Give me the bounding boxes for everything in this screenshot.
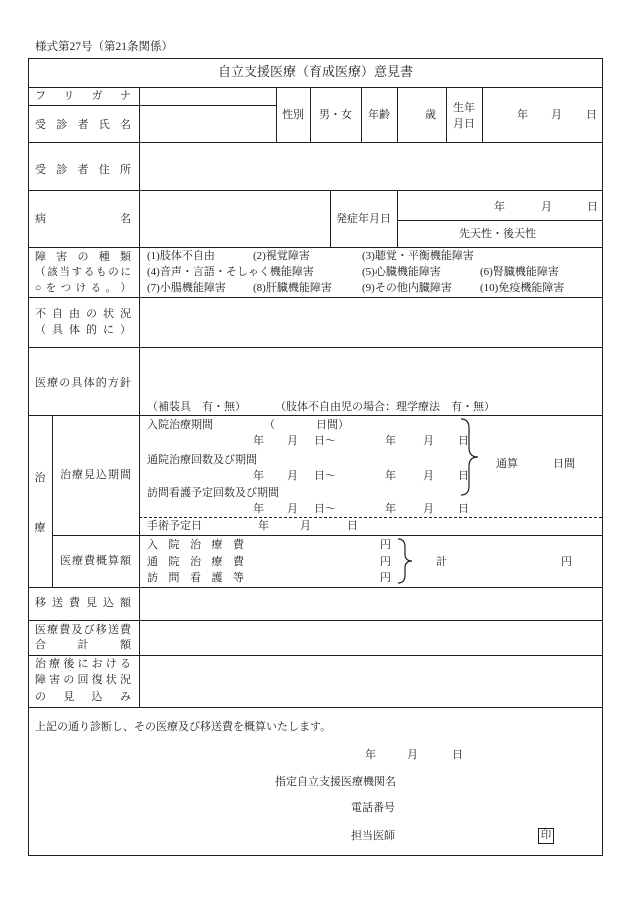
total-label-line1 — [35, 623, 131, 637]
label-char: ） — [120, 324, 131, 336]
period-brace — [461, 419, 478, 495]
disability-option-5: (5)心臓機能障害 — [362, 266, 441, 278]
label-char: 害 — [56, 251, 68, 263]
treatment-period-label — [60, 468, 131, 482]
visit-to-month: 月 — [423, 503, 434, 515]
visit-to-day: 日 — [458, 503, 469, 515]
outpatient-from-year: 年 — [253, 470, 264, 482]
total-days-label: 通算 — [496, 458, 518, 470]
label-char: 合 — [35, 639, 46, 651]
label-char: 体 — [69, 324, 80, 336]
footer-year-unit: 年 — [365, 749, 376, 761]
label-char: リ — [63, 90, 75, 102]
label-char: 療 — [47, 624, 59, 636]
total-days-unit: 日間 — [553, 458, 575, 470]
impairment-label-line1 — [35, 307, 131, 321]
birth-year-unit: 年 — [517, 109, 528, 121]
label-char: け — [105, 658, 117, 670]
label-char: 費 — [59, 624, 71, 636]
label-char: ○ — [35, 283, 42, 294]
label-char: 該 — [47, 267, 58, 278]
label-char: 見 — [84, 469, 95, 481]
address-label — [35, 163, 131, 177]
label-char: 療 — [49, 658, 61, 670]
label-char: 訪 — [147, 572, 158, 584]
inpatient-days-open: （ — [264, 419, 275, 431]
outpatient-to-day: 日 — [458, 470, 469, 482]
label-char: 間 — [120, 469, 131, 481]
surgery-date-label: 手術予定日 — [147, 520, 202, 532]
disability-option-3: (3)聴覚・平衡機能障害 — [362, 250, 474, 262]
label-char: ） — [120, 283, 131, 294]
label-char: （ — [35, 324, 46, 336]
cost-brace — [398, 539, 412, 583]
label-char: 障 — [35, 674, 46, 686]
label-char: 医 — [35, 377, 46, 389]
label-char: 療 — [47, 377, 59, 389]
label-char: 算 — [108, 555, 119, 567]
disease-name-label — [35, 212, 131, 226]
birth-day-unit: 日 — [586, 109, 597, 121]
cost-sum-label: 計 — [436, 556, 447, 568]
label-char: 受 — [35, 119, 46, 131]
onset-day-unit: 日 — [587, 201, 598, 213]
policy-label — [35, 376, 131, 390]
visit-to-year: 年 — [385, 503, 396, 515]
onset-year-unit: 年 — [494, 201, 505, 213]
label-char: 込 — [96, 469, 107, 481]
cost-item-inpatient — [147, 538, 244, 552]
yen-unit-visit-nursing: 円 — [380, 572, 391, 584]
label-char: 費 — [69, 597, 80, 609]
age-unit: 歳 — [425, 109, 436, 121]
label-char: 費 — [233, 539, 244, 551]
label-char: 計 — [77, 639, 89, 651]
label-char: 回 — [77, 674, 89, 686]
doctor-label: 担当医師 — [351, 830, 395, 842]
visit-from-month: 月 — [287, 503, 298, 515]
total-label-line2 — [35, 638, 131, 652]
label-char: 院 — [168, 556, 180, 568]
label-char: 移 — [35, 597, 46, 609]
form-title: 自立支援医療（育成医療）意見書 — [217, 64, 413, 79]
label-char: み — [119, 691, 131, 703]
label-char: 込 — [91, 691, 103, 703]
label-char: 針 — [119, 377, 131, 389]
label-char: 概 — [96, 555, 107, 567]
label-char: る — [119, 658, 131, 670]
label-char: 受 — [35, 164, 46, 176]
label-char: ナ — [119, 90, 131, 102]
label-char: 療 — [72, 469, 83, 481]
disability-type-label — [35, 250, 131, 264]
label-char: 況 — [120, 308, 131, 320]
label-char: の — [86, 308, 97, 320]
label-char: 護 — [211, 572, 223, 584]
label-char: び — [83, 624, 95, 636]
disability-option-7: (7)小腸機能障害 — [147, 282, 226, 294]
label-char: 者 — [77, 164, 89, 176]
label-char: 種 — [98, 251, 110, 263]
disability-option-2: (2)視覚障害 — [253, 250, 310, 262]
inpatient-days-close: 日間） — [316, 419, 349, 431]
visit-nursing-period-label: 訪問看護予定回数及び期間 — [147, 487, 279, 499]
visit-from-year: 年 — [253, 503, 264, 515]
disability-option-1: (1)肢体不自由 — [147, 250, 215, 262]
disability-note-line2 — [35, 282, 131, 296]
label-char: 具 — [71, 377, 83, 389]
label-char: 額 — [120, 555, 131, 567]
label-char: 療 — [211, 556, 223, 568]
disability-option-4: (4)音声・言語・そしゃく機能障害 — [147, 266, 314, 278]
treatment-section-label-1: 治 — [34, 472, 46, 484]
seal-mark: 印 — [538, 828, 554, 844]
label-char: 通 — [147, 556, 158, 568]
label-char: 住 — [98, 164, 110, 176]
label-char: 院 — [168, 539, 180, 551]
label-char: 送 — [107, 624, 119, 636]
label-char: 復 — [91, 674, 103, 686]
congenital-options: 先天性・後天性 — [459, 228, 536, 240]
label-char: 者 — [77, 119, 89, 131]
label-char: 治 — [35, 658, 46, 670]
label-char: 体 — [83, 377, 95, 389]
label-char: 名 — [120, 213, 131, 225]
label-char: （ — [35, 267, 46, 278]
label-char: 送 — [52, 597, 63, 609]
footer-month-unit: 月 — [407, 749, 418, 761]
label-char: の — [63, 674, 75, 686]
label-char: 費 — [233, 556, 244, 568]
label-char: 状 — [103, 308, 114, 320]
birth-date-label: 生年月日 — [453, 102, 475, 130]
label-char: 療 — [211, 539, 223, 551]
label-char: 的 — [95, 377, 107, 389]
birth-month-unit: 月 — [551, 109, 562, 121]
outpatient-to-month: 月 — [423, 470, 434, 482]
surgery-month-unit: 月 — [300, 520, 311, 532]
label-char: 名 — [120, 119, 131, 131]
label-char: 自 — [52, 308, 63, 320]
label-char: 見 — [86, 597, 97, 609]
cost-item-visit-nursing — [147, 571, 244, 585]
physiotherapy-note: （肢体不自由児の場合：理学療法 有・無） — [275, 401, 495, 413]
surgery-year-unit: 年 — [258, 520, 269, 532]
label-char: 額 — [120, 639, 131, 651]
label-char: 療 — [72, 555, 83, 567]
outpatient-from-day: 日～ — [314, 470, 336, 482]
label-char: 診 — [56, 119, 68, 131]
visit-from-day: 日～ — [314, 503, 336, 515]
label-char: 見 — [63, 691, 75, 703]
label-char: 期 — [108, 469, 119, 481]
label-char: ガ — [91, 90, 103, 102]
footer-statement: 上記の通り診断し、その医療及び移送費を概算いたします。 — [35, 721, 332, 733]
outpatient-period-label: 通院治療回数及び期間 — [147, 454, 257, 466]
label-char: 費 — [84, 555, 95, 567]
label-char: 類 — [120, 251, 131, 263]
label-char: に — [120, 267, 131, 278]
yen-unit-outpatient: 円 — [380, 556, 391, 568]
disability-option-6: (6)腎臓機能障害 — [480, 266, 559, 278]
onset-date-label: 発症年月日 — [336, 213, 391, 225]
label-char: 額 — [120, 597, 131, 609]
disability-note-line1 — [35, 266, 131, 280]
label-char: 移 — [95, 624, 107, 636]
label-char: の — [77, 251, 89, 263]
label-char: 診 — [56, 164, 68, 176]
label-char: フ — [35, 90, 46, 102]
patient-name-label — [35, 118, 131, 132]
label-char: 氏 — [98, 119, 110, 131]
treatment-section-label-2: 療 — [34, 522, 46, 534]
inpatient-to-month: 月 — [423, 435, 434, 447]
age-label: 年齢 — [368, 109, 390, 121]
sex-label: 性別 — [282, 109, 304, 121]
institution-label: 指定自立支援医療機関名 — [275, 776, 396, 788]
inpatient-to-day: 日 — [458, 435, 469, 447]
label-char: 的 — [86, 324, 97, 336]
label-char: 費 — [119, 624, 131, 636]
disability-option-8: (8)肝臓機能障害 — [253, 282, 332, 294]
label-char: 医 — [35, 624, 46, 636]
disability-option-10: (10)免疫機能障害 — [480, 282, 565, 294]
inpatient-from-day: 日～ — [314, 435, 336, 447]
outpatient-to-year: 年 — [385, 470, 396, 482]
label-char: も — [96, 267, 107, 278]
label-char: 治 — [190, 539, 201, 551]
label-char: 病 — [35, 213, 46, 225]
label-char: に — [77, 658, 89, 670]
inpatient-from-year: 年 — [253, 435, 264, 447]
prognosis-label-line3 — [35, 690, 131, 704]
label-char: 由 — [69, 308, 80, 320]
onset-month-unit: 月 — [541, 201, 552, 213]
label-char: 治 — [60, 469, 71, 481]
label-char: 入 — [147, 539, 158, 551]
form-number: 様式第27号（第21条関係） — [35, 41, 173, 53]
yen-unit-inpatient: 円 — [380, 539, 391, 551]
cost-estimate-label — [60, 554, 131, 568]
label-char: の — [35, 691, 46, 703]
impairment-label-line2 — [35, 323, 131, 337]
label-char: 等 — [233, 572, 244, 584]
inpatient-to-year: 年 — [385, 435, 396, 447]
label-char: の — [59, 377, 71, 389]
cost-item-outpatient — [147, 555, 244, 569]
label-char: 看 — [190, 572, 201, 584]
label-char: 方 — [107, 377, 119, 389]
label-char: 問 — [168, 572, 180, 584]
transport-cost-label — [35, 596, 131, 610]
surgery-day-unit: 日 — [347, 520, 358, 532]
label-char: 況 — [119, 674, 131, 686]
inpatient-period-label: 入院治療期間 — [147, 419, 213, 431]
label-char: 具 — [52, 324, 63, 336]
prognosis-label-line2 — [35, 673, 131, 687]
label-char: 所 — [120, 164, 131, 176]
label-char: す — [71, 267, 83, 278]
label-char: 当 — [59, 267, 70, 278]
prognosis-label-line1 — [35, 657, 131, 671]
label-char: 及 — [71, 624, 83, 636]
cost-sum-yen: 円 — [561, 556, 572, 568]
sex-options: 男・女 — [319, 109, 352, 121]
label-char: 害 — [49, 674, 61, 686]
label-char: 状 — [105, 674, 117, 686]
inpatient-from-month: 月 — [287, 435, 298, 447]
prosthesis-note: （補装具 有・無） — [147, 401, 246, 413]
label-char: お — [91, 658, 103, 670]
label-char: つ — [60, 283, 72, 294]
phone-label: 電話番号 — [351, 802, 395, 814]
label-char: 医 — [60, 555, 71, 567]
label-char: を — [45, 283, 57, 294]
disability-option-9: (9)その他内臓障害 — [362, 282, 452, 294]
label-char: る — [83, 267, 95, 278]
label-char: に — [103, 324, 114, 336]
footer-day-unit: 日 — [452, 749, 463, 761]
label-char: 後 — [63, 658, 75, 670]
label-char: の — [108, 267, 119, 278]
label-char: 障 — [35, 251, 46, 263]
outpatient-from-month: 月 — [287, 470, 298, 482]
label-char: る — [90, 283, 102, 294]
label-char: 込 — [103, 597, 114, 609]
label-char: 。 — [105, 283, 117, 294]
label-char: け — [75, 283, 87, 294]
label-char: 不 — [35, 308, 46, 320]
label-char: 治 — [190, 556, 201, 568]
furigana-label — [35, 89, 131, 103]
